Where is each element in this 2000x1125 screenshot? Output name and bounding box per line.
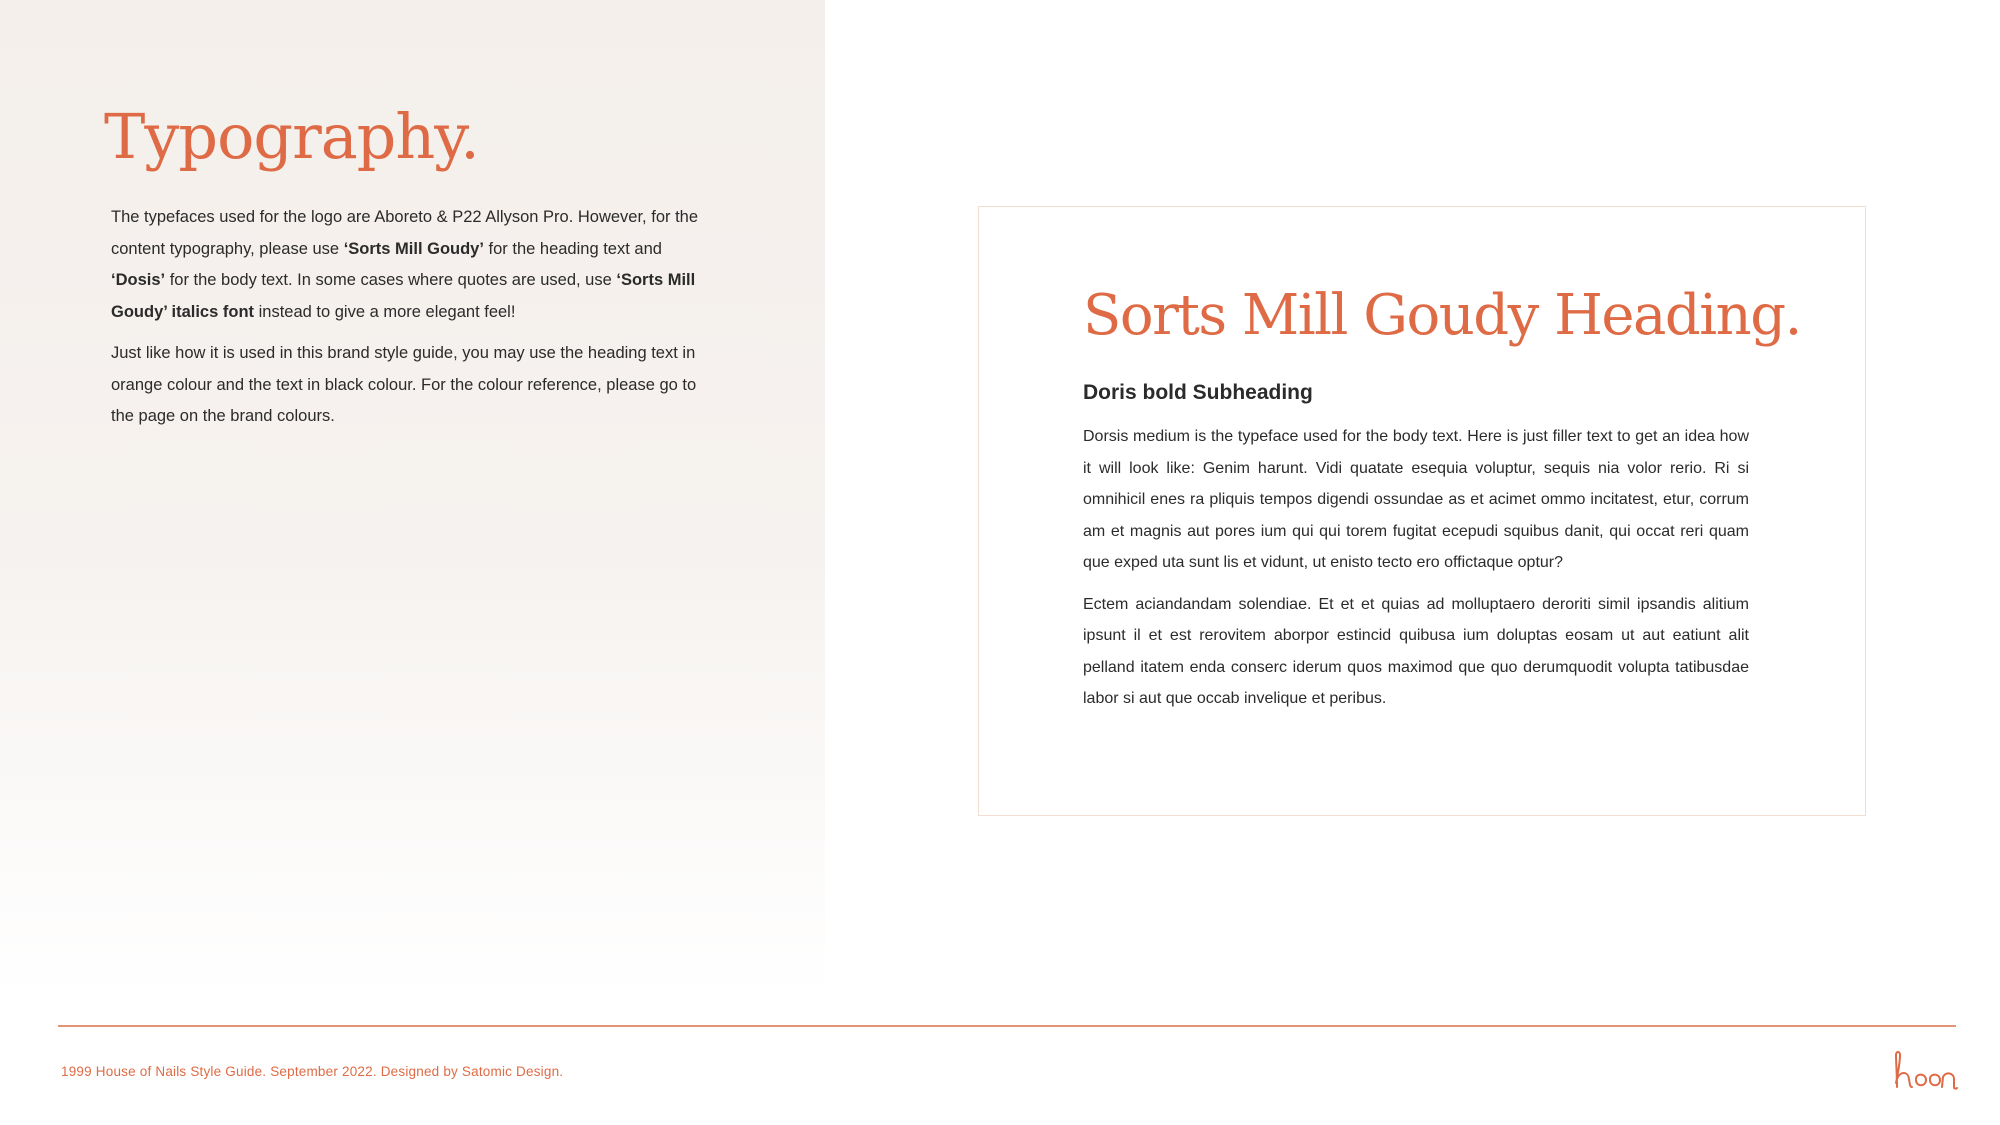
sample-body-paragraph-1: Dorsis medium is the typeface used for the body text. Here is just filler text to get an idea how it will look like: Genim harunt. Vidi quatate esequia voluptur, sequis nia volor rerio. Ri si omnihicil enes ra pliquis tempos digendi ossundae as et acimet ommo incitatest, etur, corrum am et magnis aut pores ium qui qui torem fugitat ecepudi squibus danit, qui occat reri quam que exped uta sunt lis et vidunt, ut enisto tecto ero offictaque optur? [1083, 428, 1749, 571]
sample-body-paragraph-2: Ectem aciandandam solendiae. Et et et quias ad molluptaero deroriti simil ipsandis alitium ipsunt il et est rerovitem aborpor estincid quibusa ium doluptas eosam ut aut eatiunt alit pelland itatem enda conserc iderum quos maximod que quo derumquodit volupta tatibusdae labor si aut que occab invelique et peribus. [1083, 595, 1749, 707]
footer-divider [58, 1025, 1956, 1027]
footer-credit: 1999 House of Nails Style Guide. September 2022. Designed by Satomic Design. [61, 1064, 564, 1079]
sample-heading: Sorts Mill Goudy Heading. [1083, 283, 1801, 348]
intro-text-run: for the heading text and [483, 239, 662, 258]
sample-body [1083, 421, 1749, 725]
page-title: Typography. [104, 100, 479, 173]
intro-paragraph-2: Just like how it is used in this brand style guide, you may use the heading text in orange colour and the text in black colour. For the colour reference, please go to the page on the brand colours. [111, 344, 697, 425]
intro-bold-heading-font: ‘Sorts Mill Goudy’ [343, 239, 484, 258]
intro-paragraph-1 [111, 202, 711, 328]
intro-text-run: instead to give a more elegant feel! [254, 302, 516, 321]
intro-text-run: The typefaces used for the logo are Aboreto & P22 Allyson Pro. However, for the content typography, please use [111, 208, 699, 258]
typography-sample-card [978, 206, 1866, 816]
intro-bold-italics-font: ‘Sorts Mill Goudy’ italics font [111, 271, 696, 321]
intro-text-run: for the body text. In some cases where quotes are used, use [165, 271, 617, 289]
intro-text [111, 202, 711, 443]
intro-bold-body-font: ‘Dosis’ [111, 271, 166, 289]
hon-monogram-icon [1890, 1049, 1958, 1093]
sample-subheading: Doris bold Subheading [1083, 381, 1313, 404]
